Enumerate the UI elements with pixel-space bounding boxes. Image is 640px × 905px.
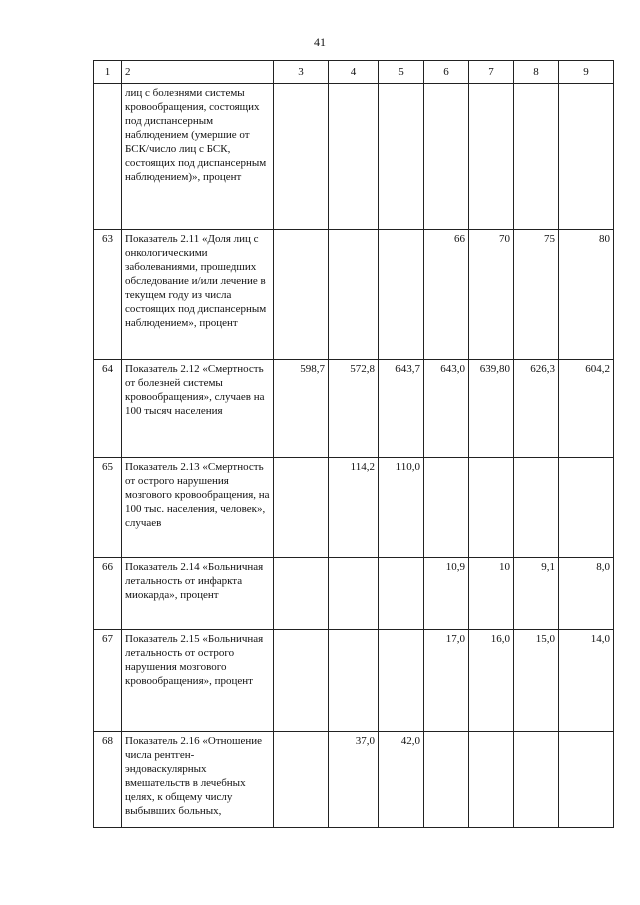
- row-number: 63: [94, 230, 122, 360]
- cell-col8: 9,1: [514, 558, 559, 630]
- cell-col9: 14,0: [559, 630, 614, 732]
- cell-col4: [329, 558, 379, 630]
- cell-col5: [379, 230, 424, 360]
- row-number: 64: [94, 360, 122, 458]
- row-description: Показатель 2.16 «Отношение числа рентген-эндоваскулярных вмешательств в лечебных целях, к общему числу выбывших больных,: [122, 732, 274, 828]
- col-header-1: 1: [94, 61, 122, 84]
- cell-col8: [514, 84, 559, 230]
- cell-col8: 75: [514, 230, 559, 360]
- cell-col9: [559, 732, 614, 828]
- cell-col8: [514, 732, 559, 828]
- cell-col4: [329, 630, 379, 732]
- cell-col3: [274, 458, 329, 558]
- col-header-2: 2: [122, 61, 274, 84]
- indicators-table: [93, 60, 614, 828]
- cell-col5: 42,0: [379, 732, 424, 828]
- cell-col9: [559, 458, 614, 558]
- cell-col5: 643,7: [379, 360, 424, 458]
- cell-col3: 598,7: [274, 360, 329, 458]
- cell-col3: [274, 732, 329, 828]
- col-header-9: 9: [559, 61, 614, 84]
- cell-col6: [424, 84, 469, 230]
- cell-col7: 639,80: [469, 360, 514, 458]
- row-description: Показатель 2.13 «Смертность от острого нарушения мозгового кровообращения, на 100 тыс. населения, человек», случаев: [122, 458, 274, 558]
- cell-col4: [329, 230, 379, 360]
- cell-col7: 16,0: [469, 630, 514, 732]
- col-header-8: 8: [514, 61, 559, 84]
- cell-col9: 8,0: [559, 558, 614, 630]
- cell-col3: [274, 558, 329, 630]
- cell-col6: 643,0: [424, 360, 469, 458]
- cell-col4: [329, 84, 379, 230]
- row-description: Показатель 2.12 «Смертность от болезней системы кровообращения», случаев на 100 тысяч населения: [122, 360, 274, 458]
- table-row: [94, 360, 614, 458]
- row-description: Показатель 2.14 «Больничная летальность от инфаркта миокарда», процент: [122, 558, 274, 630]
- cell-col8: 15,0: [514, 630, 559, 732]
- col-header-6: 6: [424, 61, 469, 84]
- cell-col3: [274, 230, 329, 360]
- row-number: 67: [94, 630, 122, 732]
- cell-col9: 80: [559, 230, 614, 360]
- cell-col3: [274, 84, 329, 230]
- row-number: 65: [94, 458, 122, 558]
- cell-col6: [424, 458, 469, 558]
- col-header-5: 5: [379, 61, 424, 84]
- row-description: Показатель 2.11 «Доля лиц с онкологическими заболеваниями, прошедших обследование и/или лечение в текущем году из числа состоящих под диспансерным наблюдением», процент: [122, 230, 274, 360]
- table-row: [94, 230, 614, 360]
- table-row: [94, 458, 614, 558]
- cell-col7: [469, 84, 514, 230]
- cell-col9: [559, 84, 614, 230]
- table-row: [94, 630, 614, 732]
- cell-col3: [274, 630, 329, 732]
- cell-col7: 10: [469, 558, 514, 630]
- cell-col6: 66: [424, 230, 469, 360]
- cell-col8: [514, 458, 559, 558]
- cell-col4: 114,2: [329, 458, 379, 558]
- cell-col5: 110,0: [379, 458, 424, 558]
- row-description: лиц с болезнями системы кровообращения, состоящих под диспансерным наблюдением (умершие от БСК/число лиц с БСК, состоящих под диспансерным наблюдением)», процент: [122, 84, 274, 230]
- cell-col5: [379, 84, 424, 230]
- row-number: 66: [94, 558, 122, 630]
- col-header-7: 7: [469, 61, 514, 84]
- table-row: [94, 558, 614, 630]
- row-description: Показатель 2.15 «Больничная летальность от острого нарушения мозгового кровообращения», процент: [122, 630, 274, 732]
- row-number: [94, 84, 122, 230]
- cell-col4: 572,8: [329, 360, 379, 458]
- table-row: [94, 84, 614, 230]
- cell-col4: 37,0: [329, 732, 379, 828]
- cell-col5: [379, 630, 424, 732]
- cell-col8: 626,3: [514, 360, 559, 458]
- cell-col5: [379, 558, 424, 630]
- table-row: [94, 732, 614, 828]
- cell-col7: [469, 458, 514, 558]
- cell-col6: 17,0: [424, 630, 469, 732]
- cell-col6: 10,9: [424, 558, 469, 630]
- header-row: [94, 61, 614, 84]
- row-number: 68: [94, 732, 122, 828]
- cell-col7: [469, 732, 514, 828]
- cell-col7: 70: [469, 230, 514, 360]
- col-header-4: 4: [329, 61, 379, 84]
- cell-col9: 604,2: [559, 360, 614, 458]
- page-number: 41: [314, 35, 326, 49]
- col-header-3: 3: [274, 61, 329, 84]
- cell-col6: [424, 732, 469, 828]
